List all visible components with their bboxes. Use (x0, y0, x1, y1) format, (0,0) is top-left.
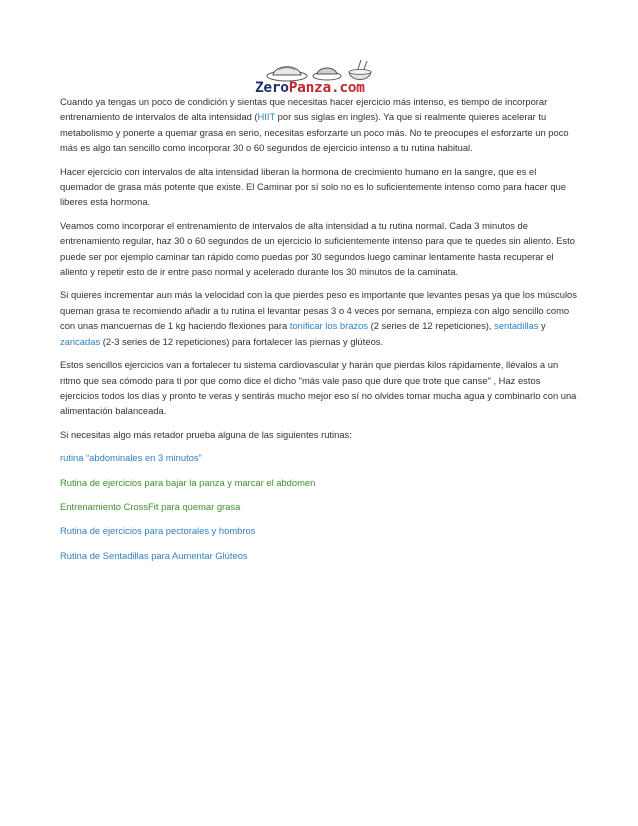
routine-list-item (60, 499, 580, 514)
paragraph-6: Si necesitas algo más retador prueba alguna de las siguientes rutinas: (60, 428, 352, 440)
paragraph-4-text-d: (2-3 series de 12 repeticiones) para fortalecer las piernas y glúteos. (100, 335, 384, 347)
sentadillas-link[interactable]: sentadillas (494, 320, 539, 332)
zancadas-link[interactable]: zancadas (60, 335, 101, 347)
tonificar-brazos-link[interactable]: tonificar los brazos (289, 320, 369, 332)
routine-list-item (60, 450, 580, 465)
paragraph-4-text-c: y (538, 320, 546, 332)
paragraph-4 (60, 287, 580, 349)
routine-link-pectorales[interactable]: Rutina de ejercicios para pectorales y hombros (60, 525, 256, 537)
routine-list-item (60, 548, 580, 563)
routine-link-bajar-panza[interactable]: Rutina de ejercicios para bajar la panza y marcar el abdomen (60, 476, 316, 488)
routine-list-item (60, 523, 580, 538)
hiit-link[interactable]: HIIT (257, 111, 276, 123)
paragraph-4-text-a: Si quieres incrementar aun más la velocidad con la que pierdes peso es importante que levantes pesas ya que los músculos queman grasa te recomiendo añadir a tu rutina el levantar pesas 3 o 4 veces por semana, empieza con algo sencillo como con unas mancuernas de 1 kg haciendo flexiones para (60, 289, 577, 332)
routine-link-sentadillas[interactable]: Rutina de Sentadillas para Aumentar Glúteos (60, 549, 248, 561)
logo-text-zero: Zero (255, 80, 289, 96)
routine-link-crossfit[interactable]: Entrenamiento CrossFit para quemar grasa (60, 500, 241, 512)
routine-link-abdominales[interactable]: rutina “abdominales en 3 minutos” (60, 452, 202, 464)
article-body (60, 94, 580, 572)
paragraph-2: Hacer ejercicio con intervalos de alta intensidad liberan la hormona de crecimiento humano en la sangre, que es el quemador de grasa más potente que existe. El Caminar por sí solo no es lo suficientemente intenso como para hacer que liberes esta hormona. (60, 165, 567, 208)
paragraph-1 (60, 94, 580, 156)
paragraph-4-text-b: (2 series de 12 repeticiones), (368, 320, 495, 332)
logo-text-panza: Panza.com (288, 80, 365, 96)
paragraph-1-text-end: por sus siglas en ingles). Ya que si realmente quieres acelerar tu metabolismo y ponerte a quemar grasa en serio, necesitas esforzarte un poco más. No te preocupes el esforzarte un poco más es algo tan sencillo como incorporar 30 o 60 segundos de ejercicio intenso a tu rutina habitual. (60, 111, 569, 154)
routine-list-item (60, 475, 580, 490)
paragraph-3: Veamos como incorporar el entrenamiento de intervalos de alta intensidad a tu rutina normal. Cada 3 minutos de entrenamiento regular, haz 30 o 60 segundos de un ejercicio lo suficientemente intenso para que te quedes sin aliento. Esto puede ser por ejemplo caminar tan rápido como puedas por 30 segundos luego caminar lentamente hasta recuperar el aliento y repetir esto de ir entre paso normal y acelerado durante los 30 minutos de la caminata. (60, 219, 575, 278)
paragraph-1-text: Cuando ya tengas un poco de condición y sientas que necesitas hacer ejercicio más intenso, es tiempo de incorporar entrenamiento de intervalos de alta intensidad ( (60, 96, 548, 123)
paragraph-5: Estos sencillos ejercicios van a fortalecer tu sistema cardiovascular y harán que pierdas kilos rápidamente, llévalos a un ritmo que sea cómodo para ti por que como dice el dicho "más vale paso que dure que trote que canse" , Haz estos ejercicios todos los días y pronto te veras y sentirás mucho mejor eso sí no olvides tomar mucha agua y combinarlo con una alimentación balanceada. (60, 359, 577, 417)
